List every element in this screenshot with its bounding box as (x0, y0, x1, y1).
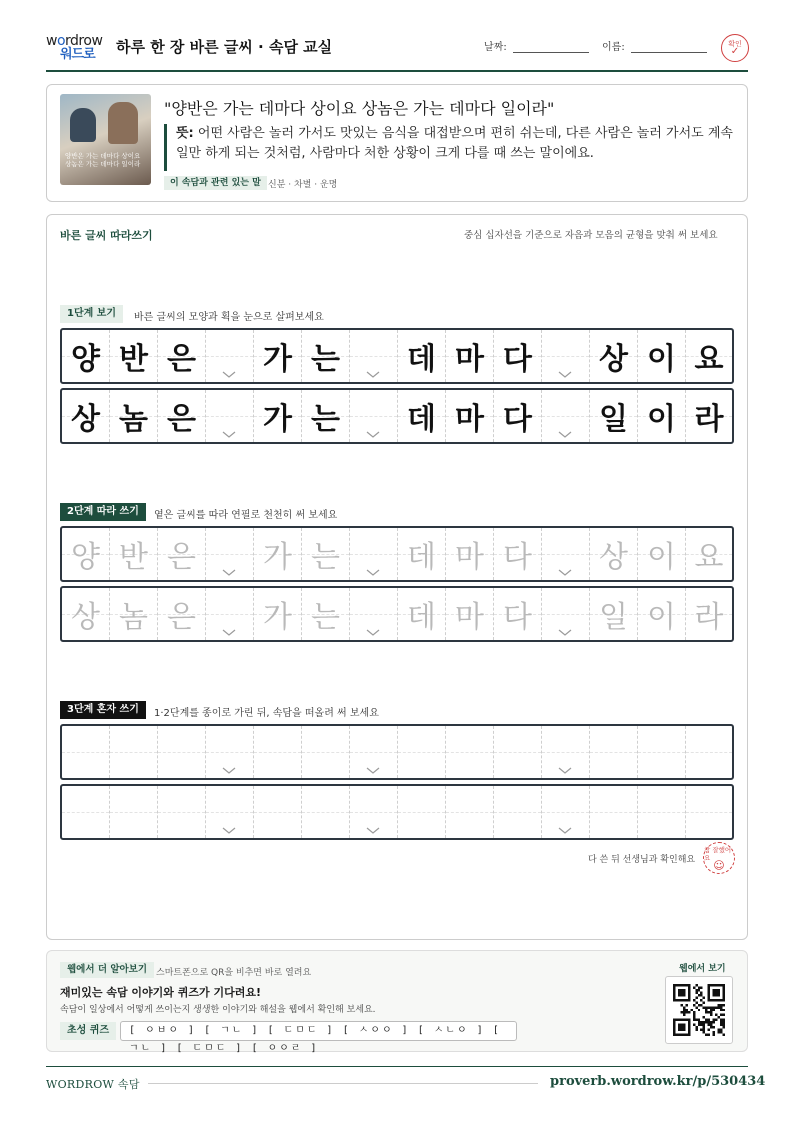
char-glyph: 은 (167, 540, 196, 575)
char-cell (110, 390, 158, 442)
step2-row-2[interactable] (60, 586, 734, 642)
space-mark-icon (558, 371, 572, 379)
char-cell[interactable] (62, 786, 110, 838)
wordrow-logo: wordrow 워드로 (46, 33, 103, 62)
char-cell[interactable] (398, 786, 446, 838)
check-stamp-icon: 확인 ✓ (721, 34, 749, 62)
char-cell[interactable] (62, 726, 110, 778)
quiz-answer-field[interactable]: [ ㅇㅂㅇ ] [ ㄱㄴ ] [ ㄷㅁㄷ ] [ ㅅㅇㅇ ] [ ㅅㄴㅇ ] [ ㄱㄴ ] [ ㄷㅁㄷ ] [ ㅇㅇㄹ ] (120, 1021, 517, 1041)
char-glyph: 마 (455, 342, 484, 377)
char-cell (638, 390, 686, 442)
char-cell (62, 390, 110, 442)
char-cell[interactable] (686, 726, 732, 778)
char-cell (254, 390, 302, 442)
web-description: 속담이 일상에서 어떻게 쓰이는지 생생한 이야기와 해설을 웹에서 확인해 보세요. (60, 1005, 376, 1015)
space-mark-icon (222, 767, 236, 775)
space-cell (206, 390, 254, 442)
char-cell (398, 390, 446, 442)
web-label: 웹에서 더 알아보기 (60, 962, 154, 978)
char-glyph: 놈 (119, 402, 148, 437)
char-cell (62, 330, 110, 382)
space-mark-icon (558, 767, 572, 775)
space-mark-icon (366, 431, 380, 439)
space-cell[interactable] (206, 588, 254, 640)
space-cell (350, 390, 398, 442)
char-glyph: 가 (263, 402, 292, 437)
footer-divider (46, 1066, 748, 1067)
space-cell[interactable] (206, 726, 254, 778)
space-cell (206, 330, 254, 382)
char-cell (158, 390, 206, 442)
char-cell[interactable] (398, 726, 446, 778)
char-cell (254, 330, 302, 382)
char-cell[interactable] (398, 528, 446, 580)
char-glyph: 요 (694, 342, 724, 377)
related-tags: 신분 · 차별 · 운명 (268, 180, 338, 190)
char-cell (638, 330, 686, 382)
char-glyph: 상 (71, 600, 100, 635)
footer-line (148, 1083, 538, 1084)
space-mark-icon (222, 371, 236, 379)
practice-title: 바른 글씨 따라쓰기 (60, 229, 153, 242)
step2-desc: 옅은 글씨를 따라 연필로 천천히 써 보세요 (154, 510, 338, 521)
char-cell (302, 330, 350, 382)
char-glyph: 일 (599, 402, 628, 437)
char-cell[interactable] (398, 588, 446, 640)
char-cell[interactable] (158, 786, 206, 838)
char-glyph: 는 (311, 402, 340, 437)
char-cell[interactable] (110, 786, 158, 838)
char-cell (398, 330, 446, 382)
related-label: 이 속담과 관련 있는 말 (164, 176, 267, 190)
char-glyph: 은 (167, 402, 196, 437)
finish-note: 다 쓴 뒤 선생님과 확인해요 (588, 855, 696, 865)
char-glyph: 데 (407, 540, 436, 575)
space-cell[interactable] (350, 786, 398, 838)
step3-row-2[interactable] (60, 784, 734, 840)
space-mark-icon (366, 371, 380, 379)
char-cell[interactable] (446, 786, 494, 838)
char-glyph: 상 (71, 402, 100, 437)
char-glyph: 는 (311, 600, 340, 635)
space-mark-icon (366, 827, 380, 835)
space-mark-icon (366, 767, 380, 775)
space-cell[interactable] (350, 726, 398, 778)
char-cell[interactable] (302, 786, 350, 838)
char-glyph: 데 (407, 402, 436, 437)
char-glyph: 데 (407, 342, 436, 377)
step1-label: 1단계 보기 (60, 305, 123, 323)
char-glyph: 이 (647, 402, 676, 437)
char-glyph: 가 (263, 342, 292, 377)
step3-row-1[interactable] (60, 724, 734, 780)
date-field[interactable]: 날짜: (484, 38, 589, 53)
char-cell[interactable] (302, 588, 350, 640)
char-cell[interactable] (254, 726, 302, 778)
proverb-thumbnail: 양반은 가는 데마다 상이요 상놈은 가는 데마다 일이라 (60, 94, 151, 185)
footer-brand: WORDROW 속담 (46, 1078, 140, 1091)
header-divider (46, 70, 748, 72)
char-glyph: 마 (455, 600, 484, 635)
char-cell (494, 390, 542, 442)
char-cell[interactable] (158, 528, 206, 580)
step1-row-1 (60, 328, 734, 384)
char-cell[interactable] (590, 588, 638, 640)
char-cell[interactable] (638, 588, 686, 640)
space-cell (542, 330, 590, 382)
char-glyph: 이 (647, 600, 676, 635)
space-cell[interactable] (542, 528, 590, 580)
char-cell[interactable] (254, 588, 302, 640)
char-cell[interactable] (638, 786, 686, 838)
qr-label: 웹에서 보기 (679, 964, 726, 974)
space-mark-icon (558, 431, 572, 439)
char-cell[interactable] (254, 528, 302, 580)
char-glyph: 마 (455, 540, 484, 575)
practice-hint: 중심 십자선을 기준으로 자음과 모음의 균형을 맞춰 써 보세요 (464, 230, 718, 241)
step3-label: 3단계 혼자 쓰기 (60, 701, 146, 719)
space-mark-icon (222, 569, 236, 577)
char-cell[interactable] (110, 588, 158, 640)
char-cell (446, 330, 494, 382)
char-glyph: 이 (647, 540, 676, 575)
char-cell[interactable] (638, 726, 686, 778)
char-glyph: 은 (167, 600, 196, 635)
char-cell (446, 390, 494, 442)
char-cell[interactable] (158, 726, 206, 778)
char-cell[interactable] (62, 588, 110, 640)
space-cell (542, 390, 590, 442)
space-mark-icon (366, 569, 380, 577)
char-cell (686, 330, 732, 382)
char-glyph: 다 (503, 540, 532, 575)
char-glyph: 양 (71, 540, 100, 575)
char-glyph: 요 (694, 540, 724, 575)
char-glyph: 라 (694, 402, 724, 437)
step3-desc: 1·2단계를 종이로 가린 뒤, 속담을 떠올려 써 보세요 (154, 708, 379, 719)
char-glyph: 는 (311, 540, 340, 575)
char-cell[interactable] (590, 786, 638, 838)
char-glyph: 데 (407, 600, 436, 635)
char-glyph: 다 (503, 600, 532, 635)
char-cell (110, 330, 158, 382)
char-glyph: 상 (599, 342, 628, 377)
char-glyph: 마 (455, 402, 484, 437)
char-cell[interactable] (302, 528, 350, 580)
char-cell[interactable] (110, 726, 158, 778)
space-cell[interactable] (542, 588, 590, 640)
char-cell[interactable] (62, 528, 110, 580)
char-glyph: 는 (311, 342, 340, 377)
char-cell[interactable] (110, 528, 158, 580)
space-cell[interactable] (542, 786, 590, 838)
space-cell[interactable] (542, 726, 590, 778)
proverb-meaning: 뜻: 어떤 사람은 놀러 가서도 맛있는 음식을 대접받으며 편히 쉬는데, 다른 사람은 놀러 가서도 계속 일만 하게 되는 것처럼, 사람마다 처한 상황이 크게 다를 때 쓰는 말이에요. (164, 124, 734, 171)
name-field[interactable]: 이름: (602, 38, 707, 53)
qr-code-icon[interactable] (665, 976, 733, 1044)
char-cell[interactable] (158, 588, 206, 640)
char-glyph: 이 (647, 342, 676, 377)
web-sub: 스마트폰으로 QR을 비추면 바로 열려요 (156, 968, 312, 978)
char-cell[interactable] (638, 528, 686, 580)
char-cell (302, 390, 350, 442)
char-cell[interactable] (446, 726, 494, 778)
char-cell[interactable] (494, 726, 542, 778)
char-glyph: 상 (599, 540, 628, 575)
char-cell[interactable] (446, 588, 494, 640)
char-glyph: 반 (119, 342, 148, 377)
char-glyph: 다 (503, 402, 532, 437)
char-cell[interactable] (686, 786, 732, 838)
space-cell[interactable] (350, 588, 398, 640)
space-mark-icon (558, 629, 572, 637)
char-cell (158, 330, 206, 382)
char-cell[interactable] (494, 528, 542, 580)
step1-row-2 (60, 388, 734, 444)
char-glyph: 가 (263, 540, 292, 575)
step2-label: 2단계 따라 쓰기 (60, 503, 146, 521)
char-glyph: 다 (503, 342, 532, 377)
space-mark-icon (222, 431, 236, 439)
web-headline: 재미있는 속담 이야기와 퀴즈가 기다려요! (60, 986, 261, 999)
char-glyph: 양 (71, 342, 100, 377)
char-glyph: 라 (694, 600, 724, 635)
space-mark-icon (222, 827, 236, 835)
char-glyph: 반 (119, 540, 148, 575)
char-cell[interactable] (254, 786, 302, 838)
step2-row-1[interactable] (60, 526, 734, 582)
char-cell (590, 330, 638, 382)
char-cell[interactable] (686, 588, 732, 640)
char-cell[interactable] (302, 726, 350, 778)
char-glyph: 은 (167, 342, 196, 377)
space-cell[interactable] (206, 528, 254, 580)
space-cell[interactable] (350, 528, 398, 580)
footer-url-link[interactable]: proverb.wordrow.kr/p/530434 (550, 1074, 766, 1089)
char-cell (686, 390, 732, 442)
char-glyph: 가 (263, 600, 292, 635)
space-cell[interactable] (206, 786, 254, 838)
proverb-text: "양반은 가는 데마다 상이요 상놈은 가는 데마다 일이라" (164, 99, 555, 118)
step1-desc: 바른 글씨의 모양과 획을 눈으로 살펴보세요 (134, 312, 324, 323)
char-cell (494, 330, 542, 382)
char-cell[interactable] (590, 726, 638, 778)
space-mark-icon (558, 827, 572, 835)
space-mark-icon (222, 629, 236, 637)
char-cell[interactable] (446, 528, 494, 580)
char-cell[interactable] (494, 786, 542, 838)
well-done-stamp-icon: 참 잘했어요 ☺ (703, 842, 735, 874)
page-title: 하루 한 장 바른 글씨 · 속담 교실 (116, 38, 333, 56)
char-glyph: 일 (599, 600, 628, 635)
char-glyph: 놈 (119, 600, 148, 635)
char-cell[interactable] (686, 528, 732, 580)
space-mark-icon (366, 629, 380, 637)
char-cell[interactable] (494, 588, 542, 640)
char-cell (590, 390, 638, 442)
quiz-label: 초성 퀴즈 (60, 1022, 116, 1040)
space-cell (350, 330, 398, 382)
char-cell[interactable] (590, 528, 638, 580)
space-mark-icon (558, 569, 572, 577)
